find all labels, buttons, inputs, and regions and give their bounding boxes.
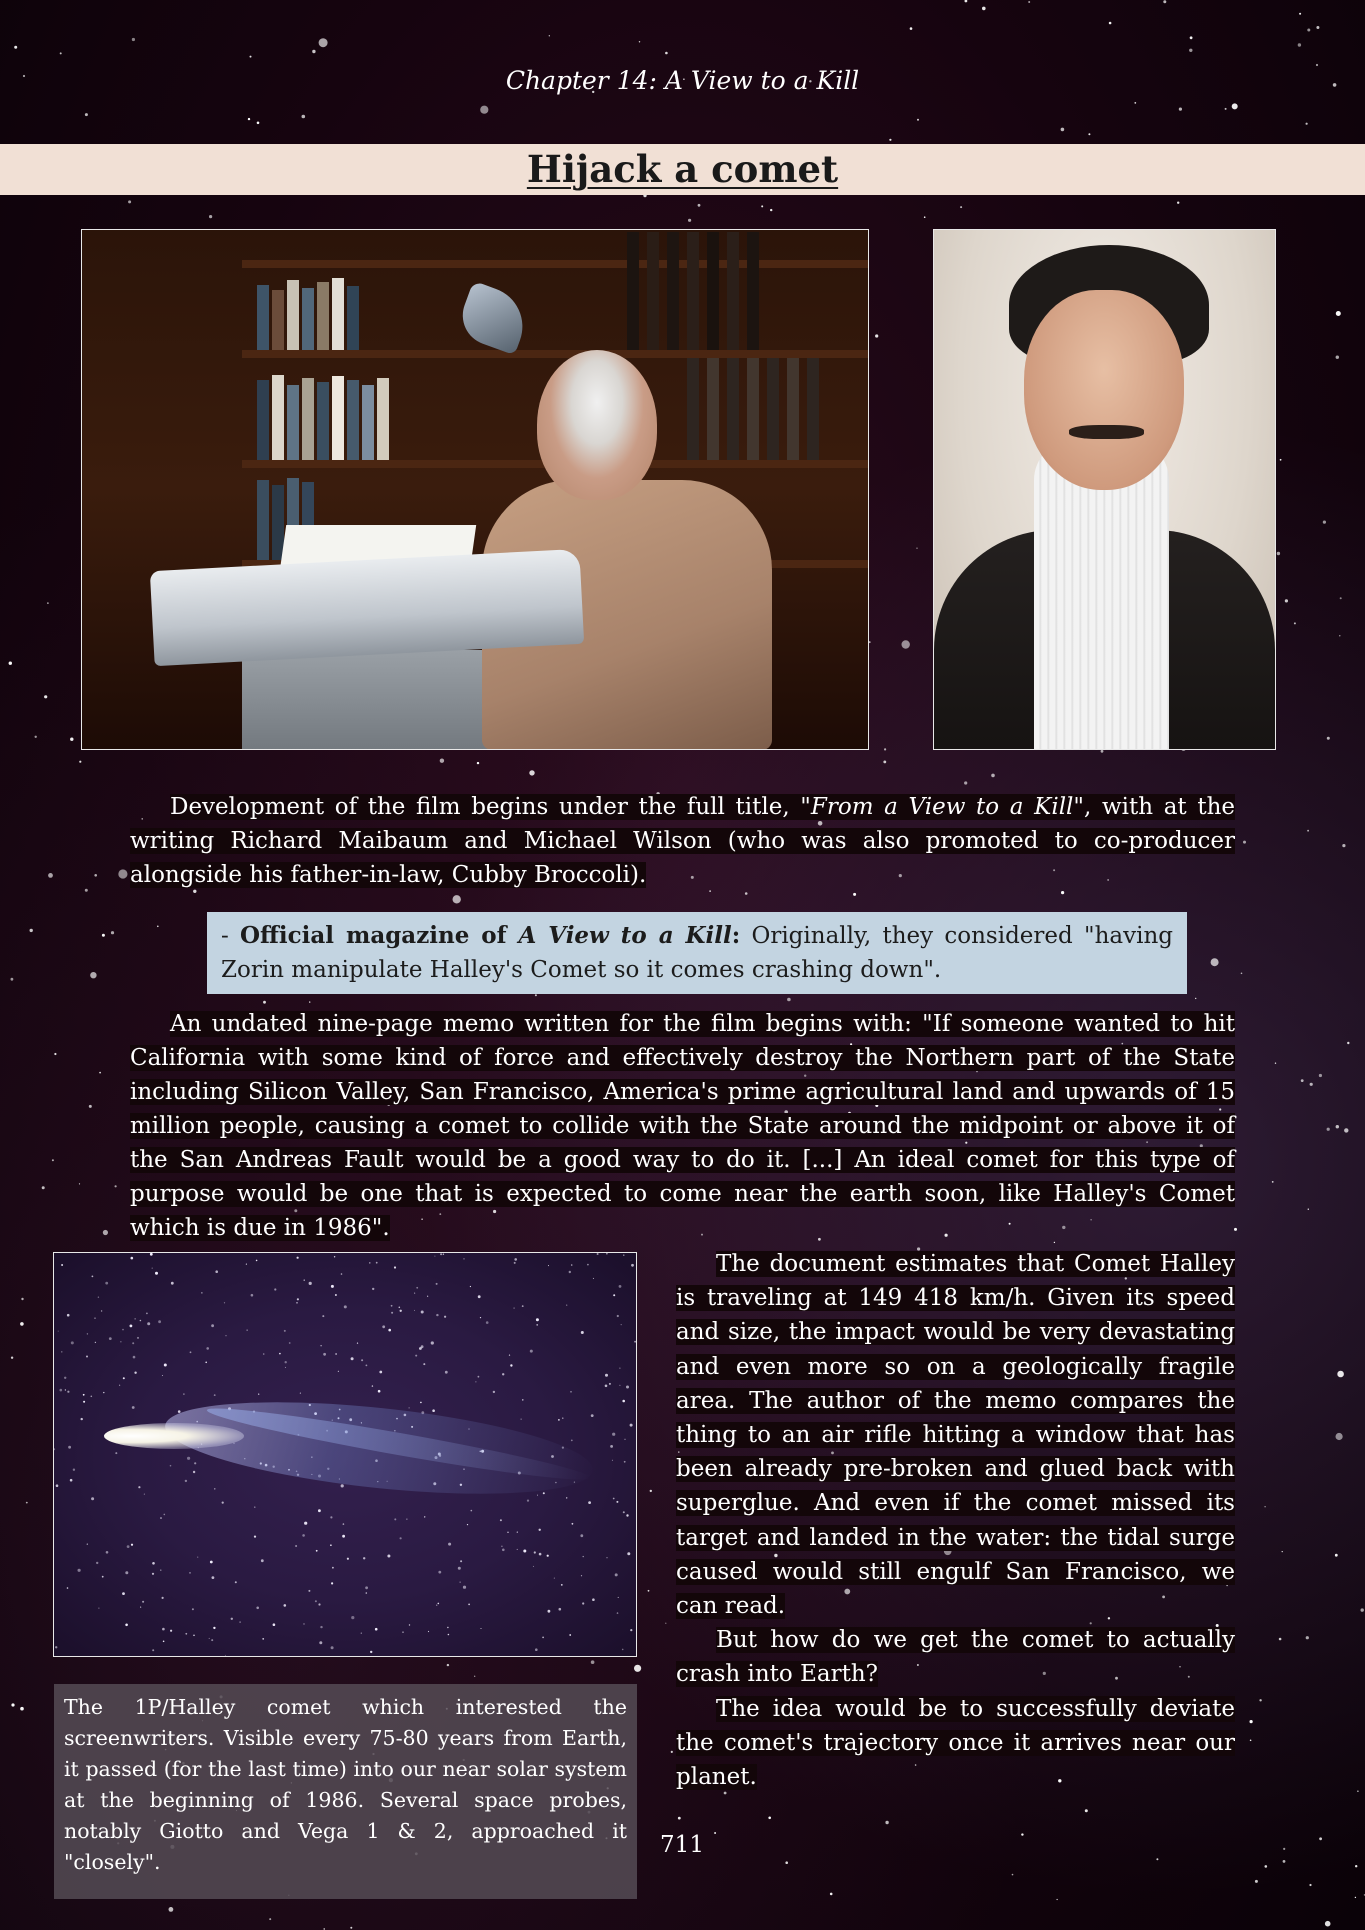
- page-number: 711: [660, 1832, 704, 1858]
- paragraph-question: But how do we get the comet to actually crash into Earth?: [676, 1627, 1235, 1688]
- paragraph-impact: The document estimates that Comet Halley is traveling at 149 418 km/h. Given its speed and size, the impact would be very devastating and even more so on a geologically fragile area. The author of the memo compares the thing to an air rifle hitting a window that has been already pre-broken and glued back with superglue. And even if the comet missed its target and landed in the water: the tidal surge caused would still engulf San Francisco, we can read.: [676, 1251, 1235, 1620]
- page-title: Hijack a comet: [526, 147, 839, 191]
- portrait-photo: [933, 229, 1276, 750]
- halley-comet-photo: [53, 1252, 637, 1657]
- right-column-text: [676, 1247, 1235, 1794]
- paragraph-memo: An undated nine-page memo written for the film begins with: "If someone wanted to hit California with some kind of force and effectively destroy the Northern part of the State including Silicon Valley, San Francisco, America's prime agricultural land and upwards of 15 million people, causing a comet to collide with the State around the midpoint or above it of the San Andreas Fault would be a good way to do it. [...] An ideal comet for this type of purpose would be one that is expected to come near the earth soon, like Halley's Comet which is due in 1986".: [130, 1011, 1235, 1241]
- comet-caption: The 1P/Halley comet which interested the screenwriters. Visible every 75-80 years from Earth, it passed (for the last time) into our near solar system at the beginning of 1986. Several space probes, notably Giotto and Vega 1 & 2, approached it "closely".: [54, 1684, 637, 1899]
- chapter-heading: Chapter 14: A View to a Kill: [505, 66, 860, 95]
- writer-typewriter-photo: [81, 229, 869, 750]
- title-band: [0, 144, 1365, 195]
- paragraph-development: Development of the film begins under the full title, "From a View to a Kill", with at the writing Richard Maibaum and Michael Wilson (who was also promoted to co-producer alongside his father-in-law, Cubby Broccoli).: [130, 794, 1236, 888]
- paragraph-deviate: The idea would be to successfully deviate the comet's trajectory once it arrives near our planet.: [676, 1695, 1235, 1791]
- magazine-quote-box: - Official magazine of A View to a Kill: Originally, they considered "having Zorin manipulate Halley's Comet so it comes crashing down".: [207, 912, 1187, 994]
